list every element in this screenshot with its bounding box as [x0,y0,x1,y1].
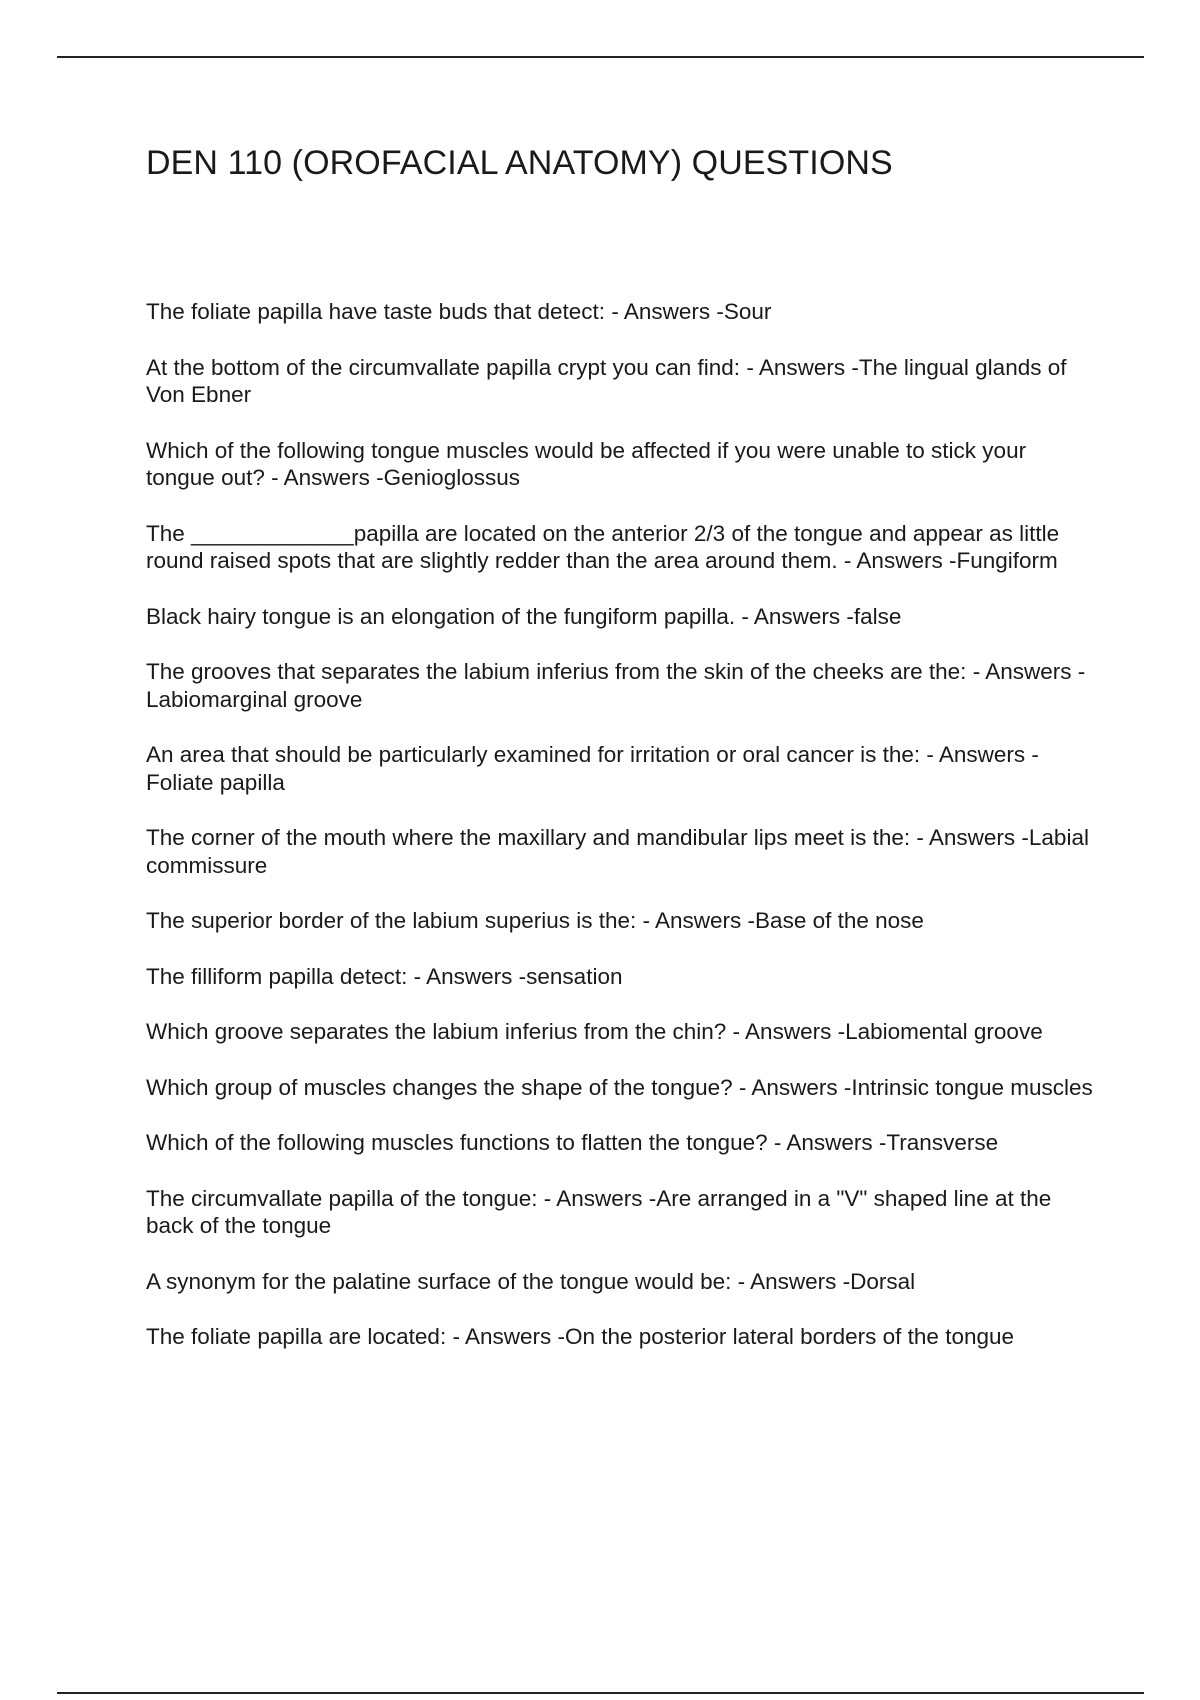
answer-text: Transverse [886,1130,999,1155]
qa-item [146,1018,1096,1046]
qa-item [146,963,1096,991]
answer-text: Sour [723,299,772,324]
question-list [146,298,1096,1379]
question-text: Which group of muscles changes the shape of the tongue? [146,1074,733,1100]
document-title: DEN 110 (OROFACIAL ANATOMY) QUESTIONS [146,144,893,182]
question-text: Which of the following muscles functions to flatten the tongue? [146,1130,768,1155]
question-text: The corner of the mouth where the maxillary and mandibular lips meet is the: [146,825,911,850]
answer-separator: - Answers - [920,742,1039,767]
answer-separator: - Answers - [446,1324,565,1349]
answer-separator: - Answers - [407,963,527,989]
answer-text: Dorsal [850,1268,916,1294]
qa-item [146,298,1096,326]
answer-text: Genioglossus [383,465,520,490]
qa-item [146,520,1096,575]
qa-item [146,1074,1096,1102]
qa-item [146,658,1096,713]
answer-separator: - Answers - [837,548,957,573]
answer-text: Intrinsic tongue muscles [851,1074,1093,1100]
qa-item [146,824,1096,879]
question-text: Black hairy tongue is an elongation of the fungiform papilla. [146,603,736,629]
question-text: At the bottom of the circumvallate papilla crypt you can find: [146,354,741,380]
answer-text: On the posterior lateral borders of the tongue [564,1324,1015,1349]
answer-text: Fungiform [956,548,1058,573]
qa-item [146,741,1096,796]
qa-item [146,437,1096,492]
qa-item [146,1185,1096,1240]
answer-text: Base of the nose [755,908,924,933]
qa-item [146,1323,1096,1351]
answer-separator: - Answers - [735,603,854,629]
answer-separator: - Answers - [767,1130,887,1155]
answer-separator: - Answers - [910,825,1029,850]
question-text: A synonym for the palatine surface of the tongue would be: [146,1268,732,1294]
question-text: The _____________papilla are located on the anterior 2/3 of the tongue and appear as little round raised spots that are slightly redder than the area around them. [146,520,1060,573]
bottom-rule [57,1692,1144,1694]
qa-item [146,1268,1096,1296]
question-text: The superior border of the labium superius is the: [146,908,637,933]
answer-text: Labial commissure [146,825,1089,878]
question-text: The filliform papilla detect: [146,963,408,989]
answer-text: Are arranged in a "V" shaped line at the back of the tongue [146,1185,1052,1238]
answer-text: false [853,603,902,629]
question-text: The foliate papilla are located: [146,1324,447,1349]
question-text: The grooves that separates the labium inferius from the skin of the cheeks are the: [146,659,967,684]
answer-separator: - Answers - [731,1268,851,1294]
answer-separator: - Answers - [264,465,384,490]
answer-separator: - Answers - [605,299,724,324]
answer-text: Foliate papilla [146,769,285,795]
qa-item [146,907,1096,935]
answer-separator: - Answers - [726,1019,846,1044]
question-text: The circumvallate papilla of the tongue: [146,1185,538,1211]
answer-text: Labiomental groove [845,1019,1043,1044]
answer-separator: - Answers - [636,908,756,933]
answer-text: Labiomarginal groove [146,686,363,712]
answer-text: The lingual glands of Von Ebner [146,354,1067,407]
answer-separator: - Answers - [966,659,1086,684]
question-text: The foliate papilla have taste buds that detect: [146,299,606,324]
question-text: Which groove separates the labium inferius from the chin? [146,1019,727,1044]
qa-item [146,354,1096,409]
answer-separator: - Answers - [732,1074,852,1100]
question-text: An area that should be particularly examined for irritation or oral cancer is the: [146,742,921,767]
top-rule [57,56,1144,58]
qa-item [146,1129,1096,1157]
question-text: Which of the following tongue muscles would be affected if you were unable to stick your tongue out? [146,437,1027,490]
qa-item [146,603,1096,631]
answer-separator: - Answers - [537,1185,657,1211]
answer-text: sensation [526,963,623,989]
answer-separator: - Answers - [740,354,859,380]
